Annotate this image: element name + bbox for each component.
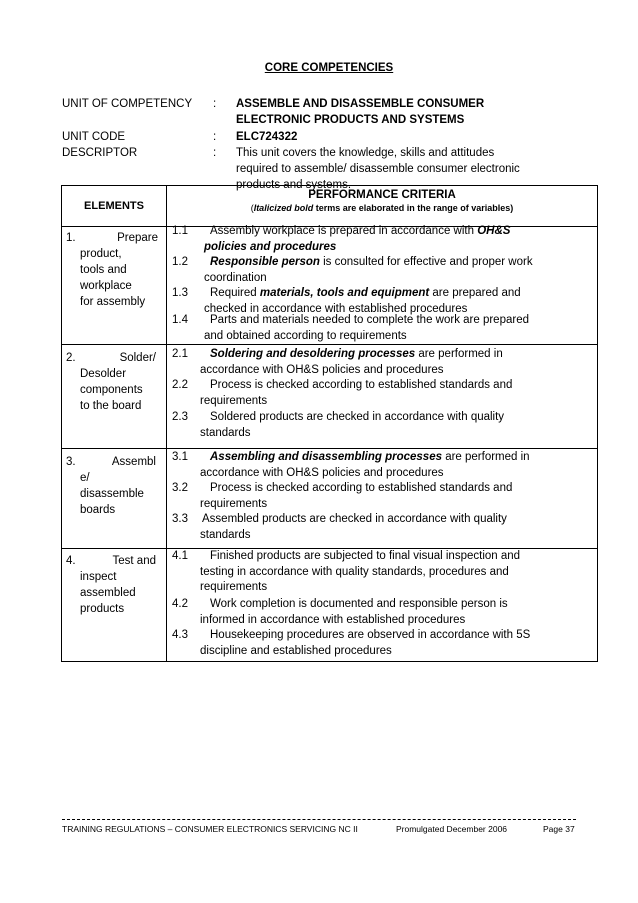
element-number: 3. — [66, 456, 76, 468]
criteria-text: requirements — [200, 394, 268, 407]
criteria-1-4 — [172, 313, 589, 344]
element-text-line: tools and — [80, 264, 127, 276]
element-text-line: Assembl — [111, 456, 156, 468]
performance-criteria-title: PERFORMANCE CRITERIA — [308, 189, 456, 201]
criteria-1-2 — [172, 255, 589, 286]
criteria-text: accordance with OH&S policies and procedures — [200, 466, 444, 479]
criteria-text: informed in accordance with established procedures — [200, 613, 466, 626]
element-text-line: inspect — [80, 571, 117, 583]
criteria-text: coordination — [204, 271, 267, 284]
criteria-text: accordance with OH&S policies and procedures — [200, 363, 444, 376]
criteria-2-1 — [172, 347, 589, 378]
note-rest: terms are elaborated in the range of variables) — [315, 203, 514, 213]
criteria-number: 3.1 — [172, 451, 188, 463]
unit-title-line-1: ASSEMBLE AND DISASSEMBLE CONSUMER — [236, 98, 485, 110]
note-open-paren: ( — [250, 203, 254, 213]
element-text-line: products — [80, 603, 125, 615]
criteria-2-3 — [172, 410, 589, 441]
criteria-number: 3.2 — [172, 482, 188, 494]
element-number: 4. — [66, 555, 76, 567]
criteria-3-1 — [172, 450, 589, 481]
performance-criteria-header — [167, 186, 597, 226]
criteria-bold-term: policies and procedures — [204, 240, 337, 253]
row-divider-2 — [62, 448, 597, 449]
criteria-text: requirements — [200, 581, 268, 593]
criteria-3-2 — [172, 481, 589, 512]
element-number: 1. — [66, 232, 76, 244]
element-text-line: Solder/ — [119, 352, 156, 364]
criteria-2-2 — [172, 378, 589, 409]
element-text-line: to the board — [80, 400, 142, 412]
criteria-bold-term: OH&S — [477, 225, 511, 237]
criteria-text: are prepared and — [429, 287, 521, 299]
note-italic-term: Italicized bold — [253, 203, 314, 213]
page-title: CORE COMPETENCIES — [264, 62, 394, 74]
descriptor-line-2: required to assemble/ disassemble consumer electronic — [236, 163, 520, 175]
criteria-3-3 — [172, 512, 589, 543]
criteria-bold-term: Soldering and desoldering processes — [210, 348, 416, 360]
unit-colon: : — [213, 98, 217, 110]
criteria-text: are performed in — [415, 348, 503, 360]
criteria-4-3 — [172, 628, 589, 659]
criteria-text: Required — [210, 287, 260, 299]
criteria-4-2 — [172, 597, 589, 628]
element-text-line: assembled — [80, 587, 136, 599]
performance-criteria-note — [167, 203, 597, 213]
criteria-text: Assembled products are checked in accordance with quality — [202, 513, 507, 525]
criteria-text: Soldered products are checked in accordance with quality — [210, 411, 505, 423]
unit-code-label: UNIT CODE — [62, 131, 126, 143]
criteria-text: testing in accordance with quality standards, procedures and — [200, 565, 509, 578]
criteria-text: are performed in — [442, 451, 530, 463]
element-text-line: boards — [80, 504, 116, 516]
criteria-number: 2.1 — [172, 348, 188, 360]
criteria-number: 1.2 — [172, 256, 188, 268]
footer-promulgated: Promulgated December 2006 — [396, 824, 508, 834]
footer-page-number: Page 37 — [543, 824, 575, 834]
row-divider-1 — [62, 344, 597, 345]
unit-code-value: ELC724322 — [236, 131, 298, 143]
element-text-line: workplace — [80, 280, 132, 292]
element-text-line: components — [80, 384, 143, 396]
element-text-line: e/ — [80, 472, 90, 484]
criteria-bold-term: Assembling and disassembling processes — [210, 451, 442, 463]
criteria-bold-term: materials, tools and equipment — [259, 287, 430, 299]
unit-of-competency-label: UNIT OF COMPETENCY — [62, 98, 193, 110]
criteria-number: 4.2 — [172, 598, 188, 610]
criteria-number: 1.3 — [172, 287, 188, 299]
element-text-line: Test and — [112, 555, 156, 567]
criteria-number: 2.2 — [172, 379, 188, 391]
criteria-1-1 — [172, 224, 589, 255]
criteria-bold-term: Responsible person — [210, 256, 320, 268]
criteria-text: and obtained according to requirements — [204, 329, 407, 342]
element-text-line: Desolder — [80, 368, 127, 380]
element-number: 2. — [66, 352, 76, 364]
criteria-text: standards — [200, 426, 251, 439]
criteria-4-1 — [172, 549, 589, 596]
unit-title-line-2: ELECTRONIC PRODUCTS AND SYSTEMS — [236, 114, 465, 126]
element-text-line: disassemble — [80, 488, 144, 500]
criteria-text: requirements — [200, 497, 268, 510]
descriptor-line-1: This unit covers the knowledge, skills and attitudes — [236, 147, 495, 159]
element-text-line: product, — [80, 248, 122, 260]
criteria-number: 1.4 — [172, 314, 188, 326]
criteria-number: 1.1 — [172, 225, 188, 237]
criteria-text: Process is checked according to established standards and — [210, 482, 513, 494]
criteria-text: standards — [200, 528, 251, 541]
descriptor-colon: : — [213, 147, 217, 159]
descriptor-line-3: products and systems. — [236, 179, 352, 191]
criteria-number: 2.3 — [172, 411, 188, 423]
footer-left: TRAINING REGULATIONS – CONSUMER ELECTRONICS SERVICING NC II — [62, 824, 358, 834]
criteria-text: checked in accordance with established procedures — [204, 302, 468, 315]
descriptor-label: DESCRIPTOR — [62, 147, 138, 159]
code-colon: : — [213, 131, 217, 143]
criteria-text: Assembly workplace is prepared in accordance with — [210, 225, 478, 237]
column-divider — [166, 186, 167, 661]
criteria-number: 4.1 — [172, 550, 188, 562]
criteria-text: Parts and materials needed to complete the work are prepared — [210, 314, 529, 326]
criteria-text: Process is checked according to established standards and — [210, 379, 513, 391]
elements-header: ELEMENTS — [84, 200, 144, 212]
footer-rule — [62, 819, 576, 820]
criteria-text: Housekeeping procedures are observed in accordance with 5S — [210, 629, 531, 641]
criteria-text: Finished products are subjected to final visual inspection and — [210, 550, 521, 562]
criteria-text: is consulted for effective and proper work — [319, 256, 533, 268]
criteria-number: 4.3 — [172, 629, 188, 641]
element-text-line: for assembly — [80, 296, 146, 308]
criteria-text: discipline and established procedures — [200, 644, 392, 657]
competency-table — [61, 185, 598, 662]
criteria-text: Work completion is documented and responsible person is — [210, 598, 508, 610]
element-text-line: Prepare — [117, 232, 158, 244]
criteria-number: 3.3 — [172, 513, 188, 525]
